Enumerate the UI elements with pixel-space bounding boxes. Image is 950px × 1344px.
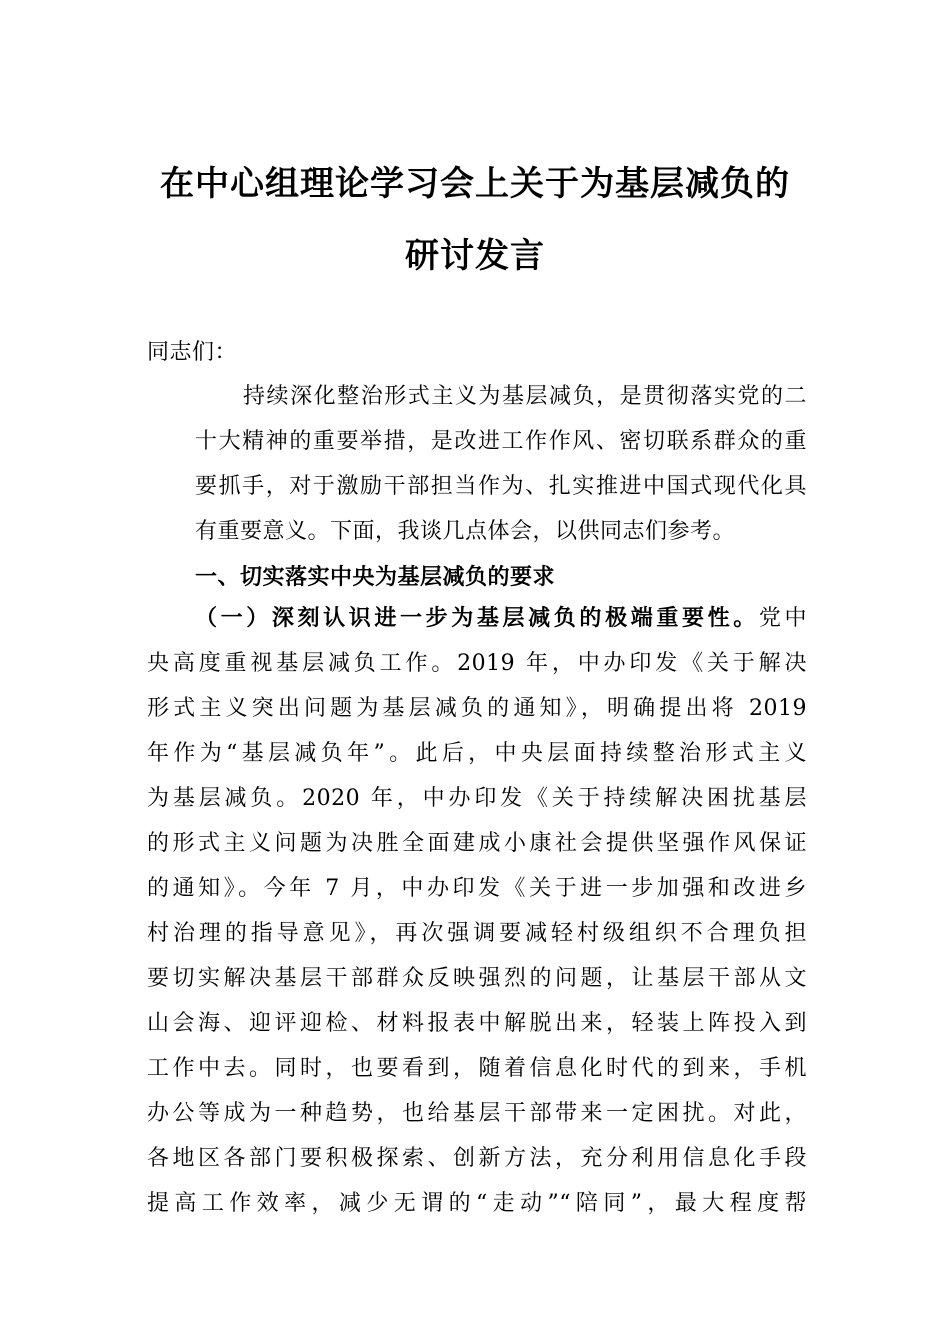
subsection-1-line: 形式主义突出问题为基层减负的通知》，明确提出将 2019 [147,696,807,721]
subsection-1-line: 年作为“基层减负年”。此后，中央层面持续整治形式主义 [147,741,807,766]
intro-line: 有重要意义。下面，我谈几点体会，以供同志们参考。 [195,519,736,544]
subsection-1-line: 提高工作效率，减少无谓的“走动”“陪同”，最大程度帮 [147,1191,807,1216]
subsection-1-line: 村治理的指导意见》，再次强调要减轻村级组织不合理负担 [147,921,807,946]
subsection-1-line: 要切实解决基层干部群众反映强烈的问题，让基层干部从文 [147,966,807,991]
subsection-1-first-line [147,596,807,641]
subsection-1-paragraph [147,596,807,1226]
document-title-line-1: 在中心组理论学习会上关于为基层减负的 [160,164,790,204]
subsection-1-line: 的通知》。今年 7 月，中办印发《关于进一步加强和改进乡 [147,876,807,901]
subsection-1-line: 办公等成为一种趋势，也给基层干部带来一定困扰。对此， [147,1101,807,1126]
subsection-1-line: 各地区各部门要积极探索、创新方法，充分利用信息化手段 [147,1146,807,1171]
greeting: 同志们： [147,340,238,365]
intro-line: 十大精神的重要举措，是改进工作作风、密切联系群众的重 [195,429,807,454]
intro-line: 持续深化整治形式主义为基层减负，是贯彻落实党的二 [243,384,807,409]
subsection-1-line: 的形式主义问题为决胜全面建成小康社会提供坚强作风保证 [147,831,807,856]
subsection-1-title: （一）深刻认识进一步为基层减负的极端重要性。 [195,605,759,631]
intro-line: 要抓手，对于激励干部担当作为、扎实推进中国式现代化具 [195,474,807,499]
document-title-line-2: 研讨发言 [405,236,545,276]
subsection-1-line: 党中 [758,606,807,631]
intro-paragraph [147,374,807,554]
section-heading-1: 一、切实落实中央为基层减负的要求 [195,565,556,590]
subsection-1-line: 山会海、迎评迎检、材料报表中解脱出来，轻装上阵投入到 [147,1011,807,1036]
subsection-1-line: 央高度重视基层减负工作。2019 年，中办印发《关于解决 [147,651,807,676]
subsection-1-line: 工作中去。同时，也要看到，随着信息化时代的到来，手机 [147,1056,807,1081]
subsection-1-line: 为基层减负。2020 年，中办印发《关于持续解决困扰基层 [147,786,807,811]
